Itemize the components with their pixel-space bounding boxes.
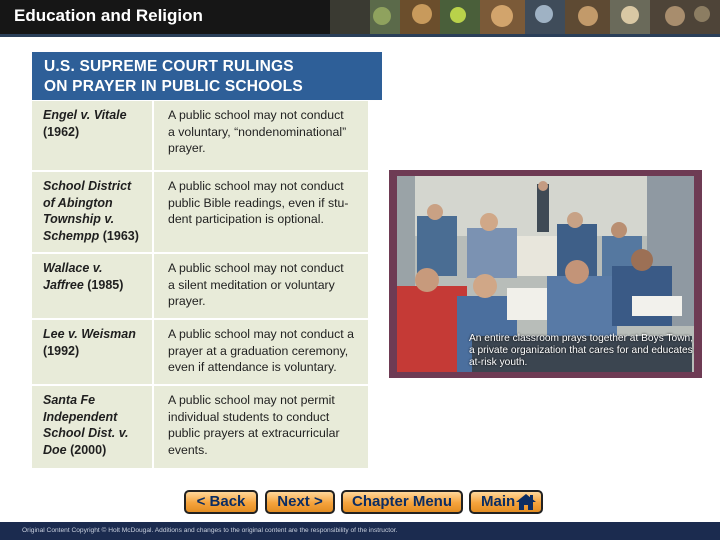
case-name-line: Santa Fe xyxy=(43,393,96,407)
case-name-line: of Abington xyxy=(43,195,113,210)
table-row xyxy=(32,101,368,172)
table-title-line-2: ON PRAYER IN PUBLIC SCHOOLS xyxy=(44,78,303,95)
case-year: (1963) xyxy=(102,228,139,243)
case-name-line: Engel v. Vitale xyxy=(43,108,127,122)
ruling-line: dent participation is optional. xyxy=(168,212,324,227)
case-name-cell xyxy=(32,254,154,318)
case-year: (1992) xyxy=(43,343,80,358)
banner-collage-image xyxy=(330,0,720,34)
photo-caption xyxy=(469,333,697,370)
slide-title: Education and Religion xyxy=(14,6,203,25)
case-year: (2000) xyxy=(70,442,107,457)
case-name-line: School Dist. v. xyxy=(43,426,129,441)
table-row xyxy=(32,320,368,386)
case-name-line xyxy=(43,228,146,245)
banner-divider xyxy=(0,34,720,37)
main-button-label: Main xyxy=(481,493,516,510)
case-name-line: Township v. xyxy=(43,212,115,227)
case-name-text: Jaffree xyxy=(43,277,84,292)
ruling-cell xyxy=(156,172,368,252)
case-name-line xyxy=(43,442,146,459)
copyright-text: Original Content Copyright © Holt McDougal. Additions and changes to the original content are the responsibility of the instructor. xyxy=(22,527,398,534)
case-name-line: Wallace v. xyxy=(43,261,103,275)
ruling-cell xyxy=(156,386,368,468)
case-name-text: Doe xyxy=(43,442,67,457)
ruling-line: events. xyxy=(168,442,208,457)
ruling-line: A public school may not conduct xyxy=(168,179,344,193)
ruling-cell xyxy=(156,320,368,384)
chapter-menu-button[interactable]: Chapter Menu xyxy=(341,490,463,514)
ruling-line: even if attendance is voluntary. xyxy=(168,360,337,375)
case-name-cell xyxy=(32,320,154,384)
table-row xyxy=(32,386,368,470)
ruling-line: A public school may not conduct xyxy=(168,108,344,122)
case-year: (1985) xyxy=(87,277,124,292)
case-name-line: School District xyxy=(43,179,132,193)
supreme-court-rulings-table xyxy=(32,52,368,470)
table-title-banner xyxy=(32,52,382,100)
case-name-line xyxy=(43,277,146,294)
ruling-line: a voluntary, “nondenominational” xyxy=(168,124,347,139)
title-banner xyxy=(0,0,720,34)
ruling-cell xyxy=(156,254,368,318)
case-name-line: Independent xyxy=(43,409,118,424)
ruling-line: a silent meditation or voluntary xyxy=(168,277,335,292)
ruling-line: A public school may not conduct xyxy=(168,261,344,275)
case-name-cell xyxy=(32,386,154,468)
main-button[interactable] xyxy=(469,490,543,514)
table-title-line-1: U.S. SUPREME COURT RULINGS xyxy=(44,58,294,75)
ruling-line: public prayers at extracurricular xyxy=(168,426,340,441)
ruling-line: prayer. xyxy=(168,294,206,309)
table-row xyxy=(32,254,368,320)
copyright-footer xyxy=(0,522,720,540)
back-button[interactable]: < Back xyxy=(184,490,258,514)
caption-line: An entire classroom prays together at Boys Town, xyxy=(469,333,694,344)
case-name-cell xyxy=(32,172,154,252)
home-icon xyxy=(515,493,537,511)
next-button[interactable]: Next > xyxy=(265,490,335,514)
ruling-line: A public school may not permit xyxy=(168,393,335,407)
case-name-cell xyxy=(32,101,154,170)
case-name-text: Schempp xyxy=(43,228,100,243)
ruling-line: A public school may not conduct a xyxy=(168,327,354,341)
table-body xyxy=(32,101,368,470)
case-year: (1962) xyxy=(43,124,80,139)
ruling-line: prayer. xyxy=(168,141,206,156)
ruling-line: public Bible readings, even if stu- xyxy=(168,195,349,210)
caption-line: at-risk youth. xyxy=(469,357,528,369)
caption-line: a private organization that cares for and educates xyxy=(469,345,693,357)
ruling-line: prayer at a graduation ceremony, xyxy=(168,343,349,358)
ruling-line: individual students to conduct xyxy=(168,409,330,424)
case-name-line: Lee v. Weisman xyxy=(43,327,136,341)
ruling-cell xyxy=(156,101,368,170)
table-row xyxy=(32,172,368,254)
